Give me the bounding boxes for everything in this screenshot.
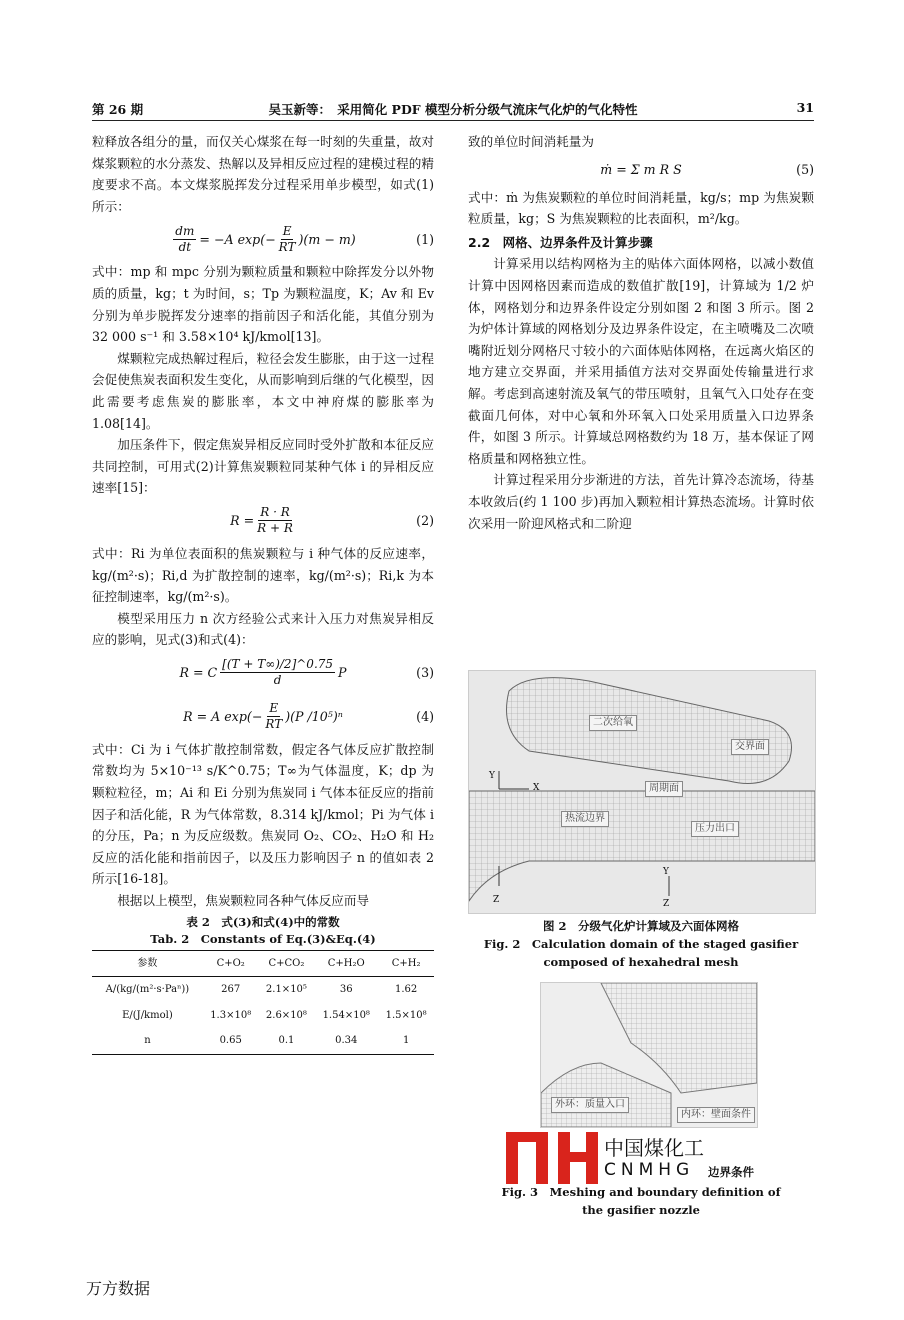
eq1-numerator: dm [175, 223, 195, 238]
table-cell: 1.5×10⁸ [385, 1009, 427, 1021]
table-cell: A/(kg/(m²·s·Paⁿ)) [105, 984, 190, 996]
axis-label: X [533, 783, 540, 793]
paragraph: 式中：mp 和 mpc 分别为颗粒质量和颗粒中除挥发分以外物质的质量，kg；t 为时间，s；Tp 为颗粒温度，K；Av 和 Ev 分别为单步脱挥发分速率的指前因子和活化能，其值分别为 32 000 s⁻¹ 和 3.58×10⁴ kJ/kmol[13]。 [92, 264, 434, 345]
paragraph: 煤颗粒完成热解过程后，粒径会发生膨胀，由于这一过程会促使焦炭表面积发生变化，从而影响到后继的气化模型，因此需要考虑焦炭的膨胀率，本文中神府煤的膨胀率为 1.08[14]。 [92, 350, 434, 431]
eq4-num: E [269, 701, 279, 716]
label-outer-ring: 外环：质量入口 [551, 1097, 629, 1113]
table-header: 参数 [137, 957, 158, 969]
axis-label: Y [489, 771, 495, 781]
table-row [92, 1028, 434, 1054]
equation-5 [468, 153, 814, 187]
eq4-tail: )(P /10⁵)ⁿ [285, 709, 343, 725]
mesh-drawing [469, 671, 815, 913]
paragraph: 模型采用压力 n 次方经验公式来计入压力对焦炭异相反应的影响，见式(3)和式(4)： [92, 610, 434, 648]
paragraph: 式中：Ci 为 i 气体扩散控制常数，假定各气体反应扩散控制常数均为 5×10⁻¹³ s/K^0.75；T∞为气体温度，K；dp 为颗粒粒径，m；Ai 和 Ei 分别为焦炭同 i 气体本征反应的指前因子和活化能，R 为气体常数，8.314 kJ/kmol；Pi 为气体 i 的分压，Pa；n 为反应级数。焦炭同 O₂、CO₂、H₂O 和 H₂ 反应的活化能和指前因子，以及压力影响因子 n 的值如表 2 所示[16-18]。 [92, 741, 434, 887]
eq1-exp: exp(− [237, 231, 276, 247]
footer-source: 万方数据 [86, 1279, 151, 1298]
label-interface: 交界面 [731, 739, 769, 755]
paragraph: 式中：ṁ 为焦炭颗粒的单位时间消耗量，kg/s；mp 为焦炭颗粒质量，kg；S 为焦炭颗粒的比表面积，m²/kg。 [468, 189, 814, 227]
paragraph: 计算过程采用分步渐进的方法，首先计算冷态流场，待基本收敛后(约 1 100 步)再加入颗粒相计算热态流场。计算时依次采用一阶迎风格式和二阶迎 [468, 472, 814, 531]
table-caption-cn: 表 2 式(3)和式(4)中的常数 [186, 914, 340, 929]
equation-3 [92, 651, 434, 695]
paragraph: 根据以上模型，焦炭颗粒同各种气体反应而导 [117, 893, 370, 909]
equation-4 [92, 695, 434, 739]
figure-2-caption-cn: 图 2 分级气化炉计算域及六面体网格 [542, 919, 739, 933]
figure-3-nozzle-mesh [540, 982, 758, 1128]
watermark-logo [506, 1128, 706, 1184]
figure-2-caption-en-2: composed of hexahedral mesh [543, 955, 739, 969]
table-cell: n [144, 1035, 151, 1047]
eq2-number: (2) [416, 513, 434, 529]
axis-label: Z [493, 895, 500, 905]
logo-mark-icon [506, 1128, 602, 1184]
table-cell: 267 [221, 984, 241, 996]
table-cell: 0.1 [278, 1035, 295, 1047]
paragraph: 致的单位时间消耗量为 [468, 134, 594, 149]
eq3-lhs: R = C [179, 665, 218, 681]
eq5-number: (5) [796, 161, 814, 177]
table-cell: 2.6×10⁸ [265, 1009, 307, 1021]
table-cell: 0.34 [335, 1035, 358, 1047]
eq4-lhs: R = A exp(− [183, 709, 263, 725]
paragraph: 粒释放各组分的量，而仅关心煤浆在每一时刻的失重量，故对煤浆颗粒的水分蒸发、热解以及异相反应过程的建模过程的精度要求不高。本文煤浆脱挥发分过程采用单步模型，如式(1)所示： [92, 134, 434, 214]
table-caption-en: Tab. 2 Constants of Eq.(3)&Eq.(4) [150, 931, 376, 946]
figure-2-caption-en: Fig. 2 Calculation domain of the staged gasifier [483, 937, 799, 951]
label-periodic: 周期面 [645, 781, 683, 797]
figure-3-caption-en: Fig. 3 Meshing and boundary definition of [501, 1185, 781, 1199]
eq1-frac-num: E [282, 223, 292, 238]
table-cell: 36 [339, 984, 353, 996]
watermark-cn: 中国煤化工 [604, 1136, 704, 1160]
eq5-body: ṁ = Σ m R S [600, 161, 682, 177]
table-cell: 1.62 [394, 984, 418, 996]
table-header: C+H₂O [327, 957, 365, 969]
left-column [92, 131, 434, 1055]
figure-2-mesh [468, 670, 816, 914]
watermark-en: CNMHG [604, 1160, 695, 1180]
axis-label: Z [663, 899, 670, 909]
axis-label: Y [663, 867, 669, 877]
table-header: C+CO₂ [268, 957, 305, 969]
figure-3-caption-cn: 边界条件 [708, 1165, 754, 1179]
eq4-number: (4) [416, 709, 434, 725]
label-inner-ring: 内环：壁面条件 [677, 1107, 755, 1123]
right-column [468, 131, 814, 534]
table-cell: 1.54×10⁸ [322, 1009, 370, 1021]
table-row [92, 977, 434, 1003]
eq3-tail: P [338, 665, 347, 681]
equation-2 [92, 499, 434, 543]
eq3-number: (3) [416, 665, 434, 681]
figure-3-caption-en-2: the gasifier nozzle [582, 1203, 700, 1217]
table-cell: 1.3×10⁸ [210, 1009, 252, 1021]
eq1-tail: )(m − m) [298, 231, 356, 247]
eq3-num: [(T + T∞)/2]^0.75 [222, 657, 334, 672]
table-cell: 2.1×10⁵ [265, 984, 307, 996]
paragraph: 式中：Ri 为单位表面积的焦炭颗粒与 i 种气体的反应速率，kg/(m²·s)；Ri,d 为扩散控制的速率，kg/(m²·s)；Ri,k 为本征控制速率，kg/(m²·s)。 [92, 545, 434, 605]
paragraph: 计算采用以结构网格为主的贴体六面体网格，以减小数值计算中因网格因素而造成的数值扩散[19]，计算域为 1/2 炉体，网格划分和边界条件设定分别如图 2 和图 3 所示。图 2 为炉体计算域的网格划分及边界条件设定，在主喷嘴及二次喷嘴附近划分网格尺寸较小的六面体贴体网格，在远离火焰区的地方建立交界面，并采用插值方法对交界面处传输量进行求解。考虑到高速射流及氧气的带压喷射，且氧气入口处存在变截面几何体，对中心氧和外环氧入口处采用质量入口边界条件，如图 3 所示。计算域总网格数约为 18 万，基本保证了网格质量和网格独立性。 [468, 256, 814, 466]
label-pressure-outlet: 压力出口 [691, 821, 739, 837]
eq2-num: R · R [260, 505, 290, 520]
eq4-den: RT [265, 717, 283, 732]
page-number: 31 [796, 100, 814, 115]
eq2-den: R + R [257, 521, 293, 536]
label-secondary-oxygen: 二次给氧 [589, 715, 637, 731]
equation-1 [92, 217, 434, 261]
section-heading: 2.2 网格、边界条件及计算步骤 [468, 234, 653, 250]
eq1-frac-den: RT [278, 239, 296, 254]
eq2-lhs: R = [230, 513, 255, 529]
running-title: 吴玉新等： 采用简化 PDF 模型分析分级气流床气化炉的气化特性 [268, 102, 638, 117]
table-header: C+O₂ [216, 957, 245, 969]
paragraph: 加压条件下，假定焦炭异相反应同时受外扩散和本征反应共同控制，可用式(2)计算焦炭颗粒同某种气体 i 的异相反应速率[15]： [92, 437, 434, 496]
table-cell: 1 [402, 1035, 410, 1047]
table-header: C+H₂ [391, 957, 421, 969]
eq1-denominator: dt [178, 239, 192, 254]
running-header [92, 100, 814, 121]
eq3-den: d [273, 673, 282, 688]
table-row [92, 1003, 434, 1029]
table-cell: 0.65 [219, 1035, 242, 1047]
table-cell: E/(J/kmol) [122, 1009, 173, 1021]
eq1-number: (1) [416, 231, 434, 247]
label-heat-flux: 热流边界 [561, 811, 609, 827]
constants-table [92, 950, 434, 1055]
issue-number: 第 26 期 [92, 102, 144, 117]
eq1-mid: = −A [199, 231, 234, 247]
